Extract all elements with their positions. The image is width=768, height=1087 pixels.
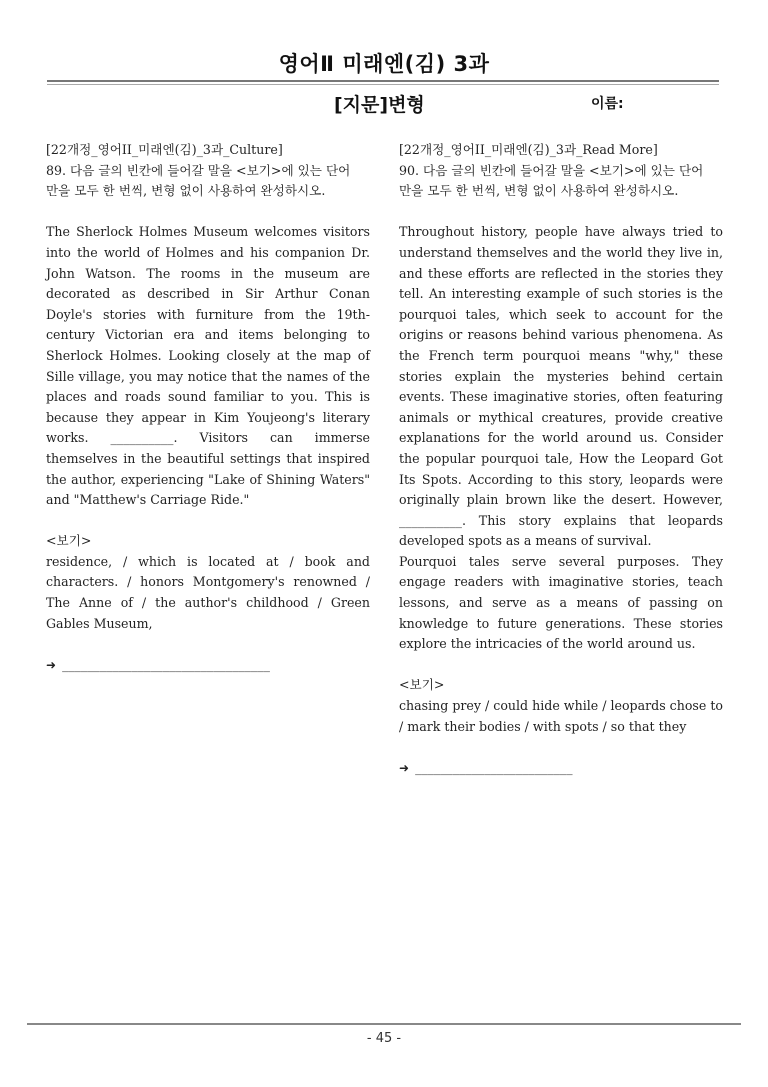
left-question-line1: 89. 다음 글의 빈칸에 들어갈 말을 <보기>에 있는 단어	[46, 162, 351, 178]
right-source: [22개정_영어II_미래엔(김)_3과_Read More]	[399, 142, 658, 157]
arrow-icon: ➜	[46, 657, 57, 672]
page-number: - 45 -	[366, 1031, 402, 1046]
name-label: 이름:	[591, 96, 624, 112]
left-question-line2: 만을 모두 한 번씩, 변형 없이 사용하여 완성하시오.	[46, 183, 326, 199]
header-rule-thin	[47, 84, 719, 85]
right-bogi-text: chasing prey / could hide while / leopards chose to / mark their bodies / with spots / so that they	[399, 698, 723, 734]
left-answer-line: _________________________________	[62, 656, 270, 672]
right-column	[399, 140, 723, 778]
right-passage-2: Pourquoi tales serve several purposes. They engage readers with imaginative stories, teach lessons, and serve as a means of passing on knowledge to future generations. These stories explore the intricacies of the world around us.	[399, 553, 723, 652]
header-rule	[47, 80, 719, 82]
left-passage: The Sherlock Holmes Museum welcomes visitors into the world of Holmes and his companion Dr. John Watson. The rooms in the museum are decorated as described in Sir Arthur Conan Doyle's stories with furniture from the 19th-century Victorian era and items belonging to Sherlock Holmes. Looking closely at the map of Sille village, you may notice that the names of the places and roads sound familiar to you. This is because they appear in Kim Youjeong's literary works. __________. Visitors can immerse themselves in the beautiful settings that inspired the author, experiencing "Lake of Shining Waters" and "Matthew's Carriage Ride."	[46, 224, 370, 508]
left-bogi-text: residence, / which is located at / book and characters. / honors Montgomery's renowned / The Anne of / the author's childhood / Green Gables Museum,	[46, 553, 370, 631]
right-answer	[399, 758, 723, 779]
left-source: [22개정_영어II_미래엔(김)_3과_Culture]	[46, 142, 283, 157]
page-title: 영어Ⅱ 미래엔(김) 3과	[278, 52, 490, 76]
right-question-line1: 90. 다음 글의 빈칸에 들어갈 말을 <보기>에 있는 단어	[399, 162, 704, 178]
left-column	[46, 140, 370, 675]
right-answer-line: _________________________	[415, 759, 573, 775]
left-answer	[46, 655, 370, 676]
footer-rule	[27, 1023, 741, 1025]
right-question-line2: 만을 모두 한 번씩, 변형 없이 사용하여 완성하시오.	[399, 183, 679, 199]
arrow-icon: ➜	[399, 760, 410, 775]
right-bogi-label: <보기>	[399, 677, 445, 693]
section-subtitle: [지문]변형	[334, 94, 425, 116]
right-passage-1: Throughout history, people have always tried to understand themselves and the world they live in, and these efforts are reflected in the stories they tell. An interesting example of such stories is the pourquoi tales, which seek to account for the origins or reasons behind various phenomena. As the French term pourquoi means "why," these stories explain the mysteries behind certain events. These imaginative stories, often featuring animals or mythical creatures, provide creative explanations for the world around us. Consider the popular pourquoi tale, How the Leopard Got Its Spots. According to this story, leopards were originally plain brown like the desert. However, __________. This story explains that leopards developed spots as a means of survival.	[399, 224, 723, 549]
left-bogi-label: <보기>	[46, 533, 92, 549]
